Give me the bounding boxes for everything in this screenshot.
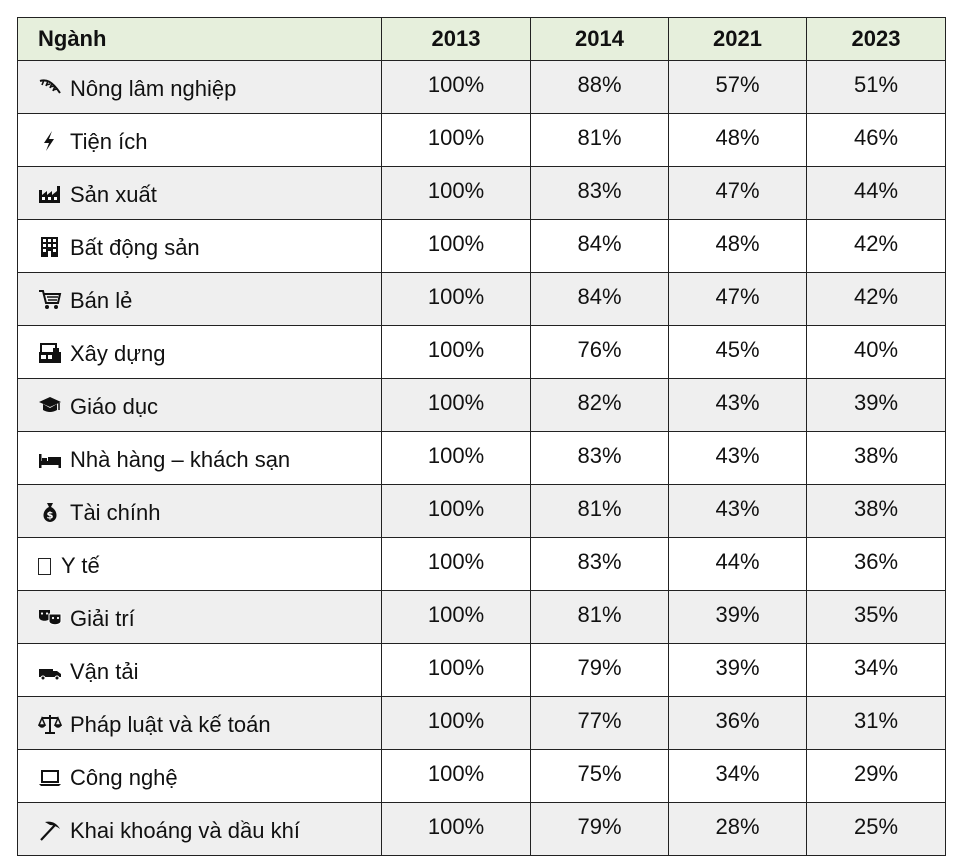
value-cell: 47% [669, 273, 807, 326]
table-row [18, 644, 946, 697]
pickaxe-icon [38, 819, 62, 841]
column-header: 2013 [382, 18, 531, 61]
value-cell: 100% [382, 591, 531, 644]
column-header: Ngành [18, 18, 382, 61]
value-cell: 36% [807, 538, 946, 591]
industry-cell [18, 485, 382, 538]
industry-table [17, 17, 946, 856]
scales-icon [38, 713, 62, 735]
industry-label: Giáo dục [70, 394, 159, 419]
value-cell: 34% [669, 750, 807, 803]
value-cell: 34% [807, 644, 946, 697]
industry-label: Bán lẻ [70, 288, 133, 313]
laptop-icon [38, 766, 62, 788]
industry-label: Tài chính [70, 500, 161, 525]
value-cell: 100% [382, 538, 531, 591]
industry-cell [18, 220, 382, 273]
table-row [18, 432, 946, 485]
value-cell: 83% [531, 432, 669, 485]
value-cell: 100% [382, 485, 531, 538]
industry-cell [18, 167, 382, 220]
value-cell: 100% [382, 644, 531, 697]
value-cell: 51% [807, 61, 946, 114]
value-cell: 43% [669, 379, 807, 432]
value-cell: 100% [382, 379, 531, 432]
industry-cell [18, 697, 382, 750]
table-row [18, 591, 946, 644]
value-cell: 100% [382, 750, 531, 803]
industry-label: Xây dựng [70, 341, 166, 366]
value-cell: 75% [531, 750, 669, 803]
bed-icon [38, 448, 62, 470]
column-header: 2014 [531, 18, 669, 61]
table-header [18, 18, 946, 61]
value-cell: 100% [382, 167, 531, 220]
industry-label: Y tế [61, 553, 100, 578]
value-cell: 79% [531, 803, 669, 856]
value-cell: 100% [382, 803, 531, 856]
value-cell: 100% [382, 61, 531, 114]
industry-label: Nhà hàng – khách sạn [70, 447, 291, 472]
value-cell: 43% [669, 485, 807, 538]
value-cell: 35% [807, 591, 946, 644]
value-cell: 77% [531, 697, 669, 750]
value-cell: 100% [382, 114, 531, 167]
industry-cell [18, 432, 382, 485]
value-cell: 100% [382, 273, 531, 326]
value-cell: 57% [669, 61, 807, 114]
value-cell: 84% [531, 220, 669, 273]
value-cell: 76% [531, 326, 669, 379]
truck-icon [38, 660, 62, 682]
value-cell: 40% [807, 326, 946, 379]
industry-cell [18, 326, 382, 379]
value-cell: 45% [669, 326, 807, 379]
factory-icon [38, 183, 62, 205]
value-cell: 48% [669, 220, 807, 273]
value-cell: 38% [807, 485, 946, 538]
value-cell: 42% [807, 220, 946, 273]
industry-label: Nông lâm nghiệp [70, 76, 237, 101]
industry-cell [18, 538, 382, 591]
value-cell: 83% [531, 167, 669, 220]
money-bag-icon [38, 501, 62, 523]
value-cell: 44% [669, 538, 807, 591]
industry-label: Khai khoáng và dầu khí [70, 818, 300, 843]
value-cell: 39% [807, 379, 946, 432]
construction-icon [38, 342, 62, 364]
industry-label: Vận tải [70, 659, 139, 684]
value-cell: 81% [531, 114, 669, 167]
value-cell: 84% [531, 273, 669, 326]
table-row [18, 750, 946, 803]
industry-label: Sản xuất [70, 182, 157, 207]
table-row [18, 379, 946, 432]
value-cell: 29% [807, 750, 946, 803]
value-cell: 79% [531, 644, 669, 697]
industry-cell [18, 114, 382, 167]
table-row [18, 803, 946, 856]
value-cell: 100% [382, 432, 531, 485]
value-cell: 100% [382, 220, 531, 273]
cart-icon [38, 289, 62, 311]
industry-cell [18, 273, 382, 326]
value-cell: 81% [531, 591, 669, 644]
table-row [18, 61, 946, 114]
value-cell: 83% [531, 538, 669, 591]
value-cell: 36% [669, 697, 807, 750]
industry-label: Pháp luật và kế toán [70, 712, 271, 737]
value-cell: 28% [669, 803, 807, 856]
value-cell: 31% [807, 697, 946, 750]
industry-cell [18, 379, 382, 432]
industry-label: Bất động sản [70, 235, 200, 260]
value-cell: 100% [382, 326, 531, 379]
value-cell: 39% [669, 591, 807, 644]
industry-cell [18, 750, 382, 803]
table-row [18, 114, 946, 167]
table-row [18, 697, 946, 750]
value-cell: 82% [531, 379, 669, 432]
value-cell: 46% [807, 114, 946, 167]
industry-cell [18, 803, 382, 856]
table-body [18, 61, 946, 856]
table-row [18, 326, 946, 379]
table-row [18, 273, 946, 326]
theater-masks-icon [38, 607, 62, 629]
lightning-icon [38, 130, 62, 152]
column-header: 2021 [669, 18, 807, 61]
value-cell: 39% [669, 644, 807, 697]
header-row [18, 18, 946, 61]
column-header: 2023 [807, 18, 946, 61]
missing-glyph-icon [38, 558, 51, 575]
svg-text:$: $ [46, 510, 54, 522]
value-cell: 44% [807, 167, 946, 220]
value-cell: 48% [669, 114, 807, 167]
industry-label: Tiện ích [70, 129, 148, 154]
table-row [18, 485, 946, 538]
graduation-cap-icon [38, 395, 62, 417]
industry-label: Công nghệ [70, 765, 178, 790]
value-cell: 43% [669, 432, 807, 485]
table-row [18, 220, 946, 273]
wheat-icon [38, 77, 62, 99]
industry-label: Giải trí [70, 606, 135, 631]
industry-cell [18, 61, 382, 114]
value-cell: 38% [807, 432, 946, 485]
table-row [18, 167, 946, 220]
industry-cell [18, 591, 382, 644]
value-cell: 88% [531, 61, 669, 114]
value-cell: 25% [807, 803, 946, 856]
table-row [18, 538, 946, 591]
value-cell: 100% [382, 697, 531, 750]
building-icon [38, 236, 62, 258]
value-cell: 47% [669, 167, 807, 220]
value-cell: 42% [807, 273, 946, 326]
value-cell: 81% [531, 485, 669, 538]
industry-cell [18, 644, 382, 697]
